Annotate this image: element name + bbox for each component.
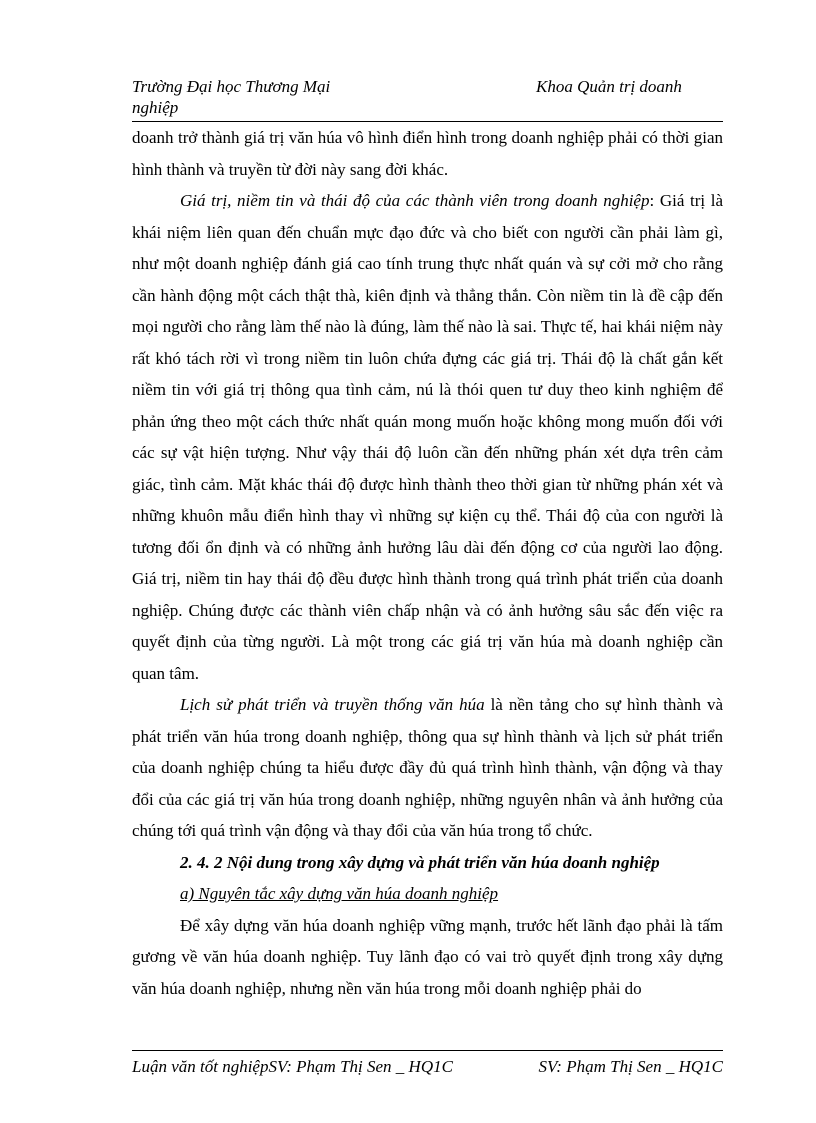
paragraph-history [132,689,723,847]
paragraph-values-lead: Giá trị, niềm tin và thái độ của các thành viên trong doanh nghiệp [180,191,650,210]
section-heading: 2. 4. 2 Nội dung trong xây dựng và phát triển văn húa doanh nghiệp [180,852,660,872]
footer-rule [132,1050,723,1051]
page-footer [132,1050,723,1080]
header-school: Trường Đại học Thương Mại nghiệp [132,77,331,117]
paragraph-values [132,185,723,689]
paragraph-principles: Để xây dựng văn húa doanh nghiệp vững mạnh, trước hết lãnh đạo phải là tấm gương về văn húa doanh nghiệp. Tuy lãnh đạo có vai trò quyết định trong xây dựng văn húa doanh nghiệp, nhưng nền văn húa trong mỗi doanh nghiệp phải do [132,915,723,998]
paragraph-continuation: doanh trở thành giá trị văn húa vô hình điển hình trong doanh nghiệp phải có thời gian hình thành và truyền từ đời này sang đời khác. [132,128,723,179]
paragraph-history-lead: Lịch sử phát triển và truyền thống văn húa [180,695,485,714]
header-faculty: Khoa Quản trị doanh [536,77,682,96]
subsection-heading: a) Nguyên tắc xây dựng văn húa doanh nghiệp [180,884,499,903]
document-body [132,122,723,1004]
footer-left: Luận văn tốt nghiệpSV: Phạm Thị Sen _ HQ1C [132,1057,453,1076]
footer-right: SV: Phạm Thị Sen _ HQ1C [538,1057,723,1076]
paragraph-values-text: : Giá trị là khái niệm liên quan đến chuẩn mực đạo đức và cho biết con người cần phải làm gì, như một doanh nghiệp đánh giá cao tính trung thực nhất quán và sự cởi mở cho rằng cần hành động một cách thật thà, kiên định và thẳng thắn. Còn niềm tin là đề cập đến mọi người cho rằng làm thế nào là đúng, làm thế nào là sai. Thực tế, hai khái niệm này rất khó tách rời vì trong niềm tin luôn chứa đựng các giá trị. Thái độ là chất gắn kết niềm tin với giá trị thông qua tình cảm, nú là thói quen tư duy theo kinh nghiệm để phản ứng theo một cách thức nhất quán mong muốn hoặc không mong muốn đối với các sự vật hiện tượng. Như vậy thái độ luôn cần đến những phán xét dựa trên cảm giác, tình cảm. Mặt khác thái độ được hình thành theo thời gian từ những phán xét và những khuôn mẫu điển hình thay vì những sự kiện cụ thể. Thái độ của con người là tương đối ổn định và có những ảnh hưởng lâu dài đến động cơ của người lao động. Giá trị, niềm tin hay thái độ đều được hình thành trong quá trình phát triển của doanh nghiệp. Chúng được các thành viên chấp nhận và có ảnh hưởng sâu sắc đến việc ra quyết định của từng người. Là một trong các giá trị văn húa mà doanh nghiệp cần quan tâm. [132,191,723,683]
paragraph-history-text: là nền tảng cho sự hình thành và phát triển văn húa trong doanh nghiệp, thông qua sự hình thành và lịch sử phát triển của doanh nghiệp chúng ta hiểu được đầy đủ quá trình hình thành, vận động và thay đổi của các giá trị văn húa trong doanh nghiệp, những nguyên nhân và ảnh hưởng của chúng tới quá trình vận động và thay đổi của văn húa trong tổ chức. [132,695,723,840]
page-header [132,76,723,122]
